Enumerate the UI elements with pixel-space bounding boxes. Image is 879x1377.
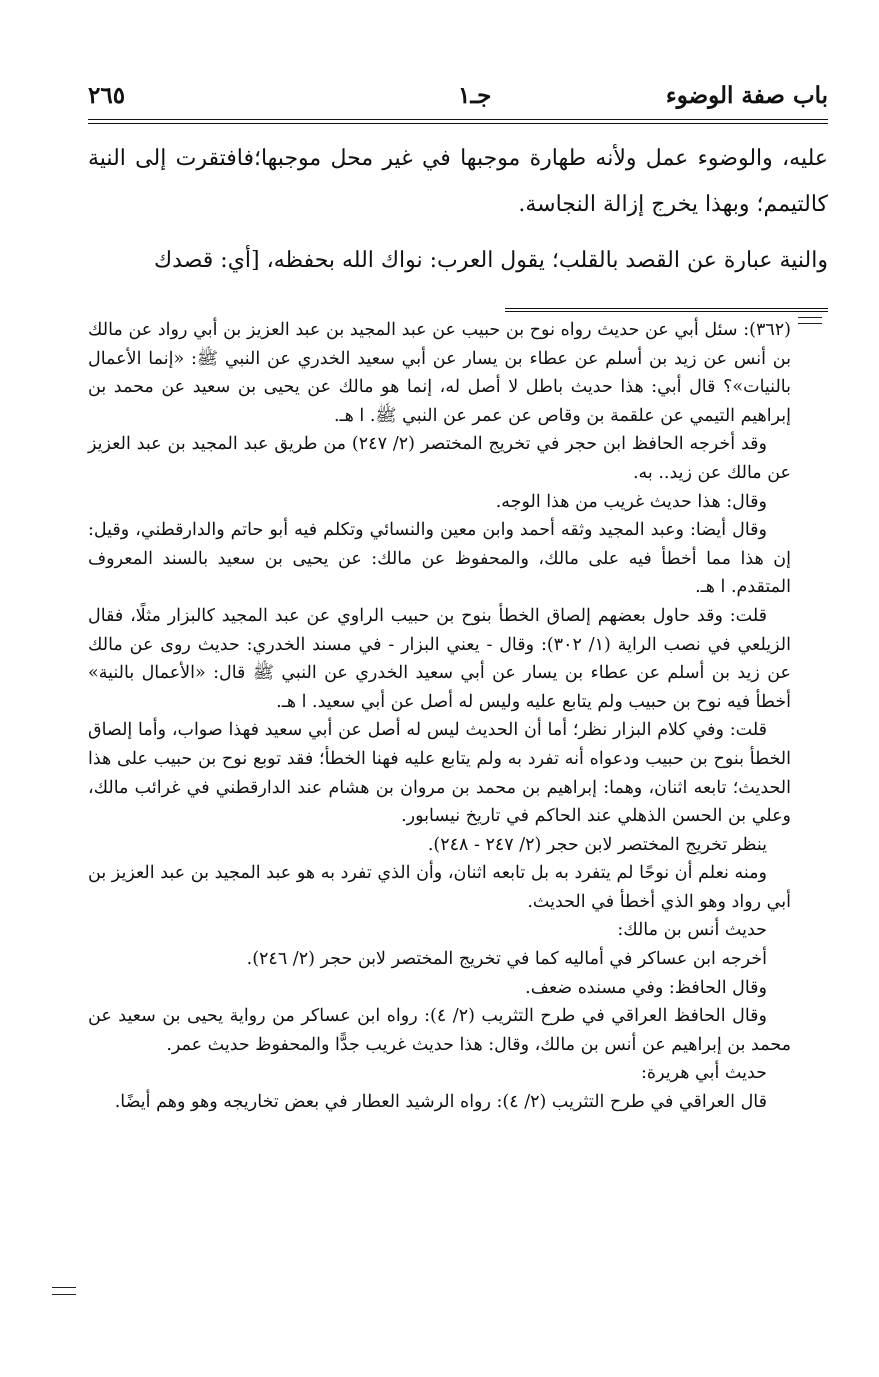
footnote-paragraph: وقال أيضا: وعبد المجيد وثقه أحمد وابن معين والنسائي وتكلم فيه أبو حاتم والدارقطني، وقيل: إن هذا مما أخطأ فيه على مالك، والمحفوظ عن مالك: عن يحيى بن سعيد بالسند المعروف المتقدم. ا هـ. — [88, 520, 791, 598]
main-paragraph-2: والنية عبارة عن القصد بالقلب؛ يقول العرب: نواك الله بحفظه، [أي: قصدك — [154, 248, 828, 273]
footnote-paragraph: وقال الحافظ العراقي في طرح التثريب (٢/ ٤): رواه ابن عساكر من رواية يحيى بن سعيد عن محمد بن إبراهيم عن أنس بن مالك، وقال: هذا حديث غريب جدًّا والمحفوظ حديث عمر. — [88, 1006, 791, 1055]
footnote-paragraph: قلت: وقد حاول بعضهم إلصاق الخطأ بنوح بن حبيب الراوي عن عبد المجيد كالبزار مثلًا، فقال الزيلعي في نصب الراية (١/ ٣٠٢): وقال - يعني البزار - في مسند الخدري: حديث روى عن مالك عن زيد بن أسلم عن عطاء بن يسار عن أبي سعيد الخدري عن النبي ﷺ قال: «الأعمال بالنية» أخطأ فيه نوح بن حبيب ولم يتابع عليه وليس له أصل عن أبي سعيد. ا هـ. — [88, 605, 791, 712]
main-paragraph-1: عليه، والوضوء عمل ولأنه طهارة موجبها في غير محل موجبها؛فافتقرت إلى النية كالتيمم؛ وبهذا يخرج إزالة النجاسة. — [88, 146, 828, 217]
page-header — [88, 78, 828, 118]
footnote-paragraph: ينظر تخريج المختصر لابن حجر (٢/ ٢٤٧ - ٢٤٨). — [427, 834, 767, 855]
main-text — [88, 136, 828, 284]
chapter-title: باب صفة الوضوء — [665, 82, 828, 109]
footnote-subheading: حديث أبي هريرة: — [641, 1063, 767, 1084]
volume-number: جـ١ — [458, 82, 492, 109]
footnote-end-mark — [52, 1287, 76, 1295]
footnote-paragraph: وقد أخرجه الحافظ ابن حجر في تخريج المختصر (٢/ ٢٤٧) من طريق عبد المجيد بن عبد العزيز عن مالك عن زيد.. به. — [88, 434, 791, 483]
footnotes — [88, 316, 791, 1117]
footnote-mark — [798, 317, 822, 324]
footnote-paragraph: قلت: وفي كلام البزار نظر؛ أما أن الحديث ليس له أصل عن أبي سعيد فهذا صواب، وأما إلصاق الخطأ بنوح بن حبيب ودعواه أنه تفرد به ولم يتابع عليه فهنا الخطأ؛ فقد توبع نوح بن حبيب على هذا الحديث؛ تابعه اثنان، وهما: إبراهيم بن محمد بن مروان بن هشام عند الدارقطني في غرائب مالك، وعلي بن الحسن الذهلي عند الحاكم في تاريخ نيسابور. — [88, 720, 791, 827]
page-number: ٢٦٥ — [88, 82, 126, 109]
footnote-subheading: حديث أنس بن مالك: — [617, 920, 767, 941]
footnote-paragraph: وقال: هذا حديث غريب من هذا الوجه. — [495, 491, 767, 512]
footnote-paragraph: أخرجه ابن عساكر في أماليه كما في تخريج المختصر لابن حجر (٢/ ٢٤٦). — [246, 949, 767, 970]
footnote-separator — [505, 308, 828, 312]
footnote-paragraph: ومنه نعلم أن نوحًا لم يتفرد به بل تابعه اثنان، وأن الذي تفرد به هو عبد المجيد بن عبد العزيز بن أبي رواد وهو الذي أخطأ في الحديث. — [88, 863, 791, 912]
footnote-paragraph: قال العراقي في طرح التثريب (٢/ ٤): رواه الرشيد العطار في بعض تخاريجه وهو وهم أيضًا. — [114, 1092, 767, 1113]
footnote-paragraph: (٣٦٢): سئل أبي عن حديث رواه نوح بن حبيب عن عبد المجيد بن عبد العزيز بن أبي رواد عن مالك بن أنس عن زيد بن أسلم عن عطاء بن يسار عن أبي سعيد الخدري عن النبي ﷺ: «إنما الأعمال بالنيات»؟ قال أبي: هذا حديث باطل لا أصل له، إنما هو مالك عن يحيى بن سعيد عن محمد بن إبراهيم التيمي عن علقمة بن وقاص عن عمر عن النبي ﷺ. ا هـ. — [88, 320, 791, 426]
footnote-paragraph: وقال الحافظ: وفي مسنده ضعف. — [525, 977, 767, 998]
header-divider — [88, 119, 828, 124]
